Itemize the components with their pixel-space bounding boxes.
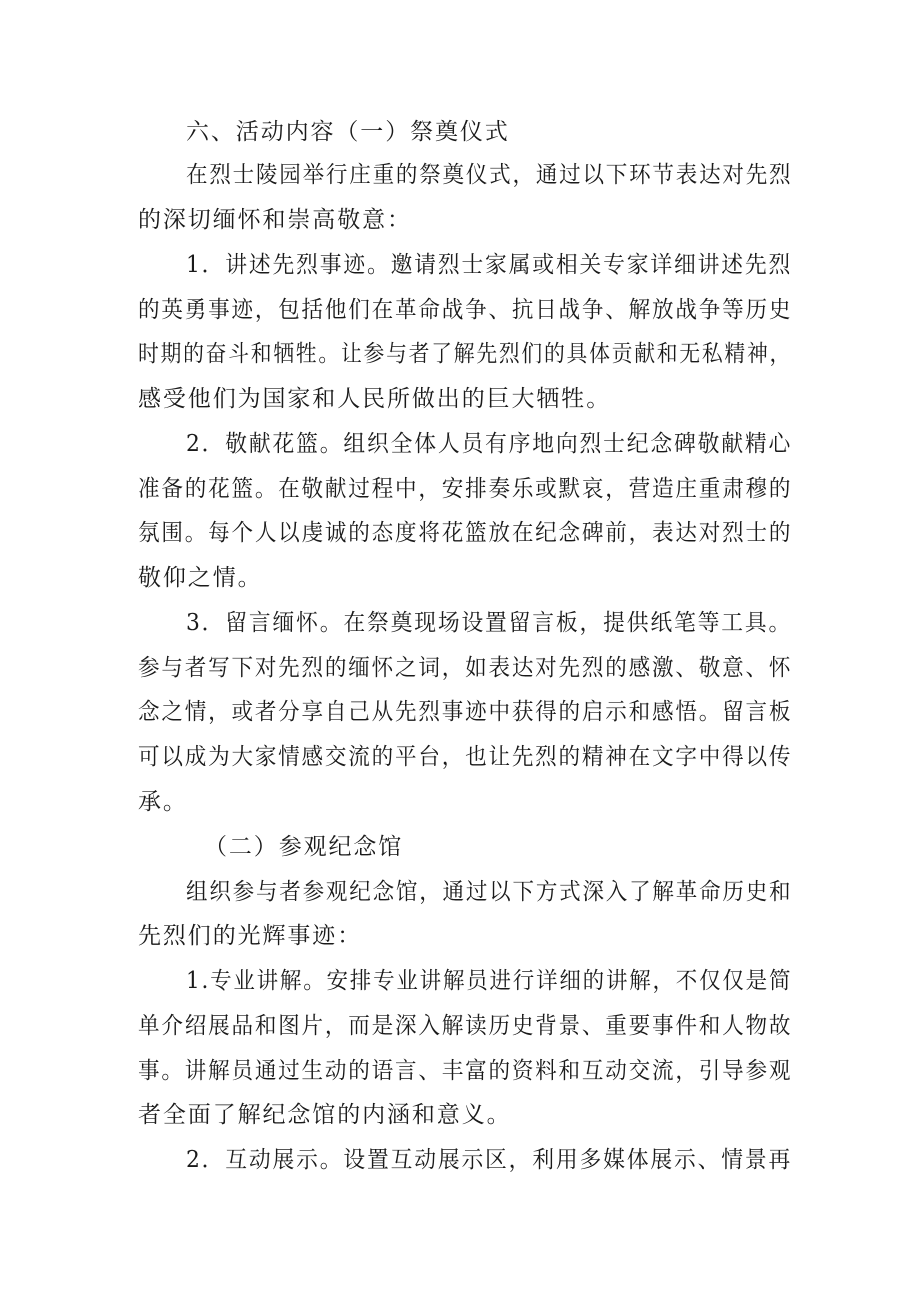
paragraph-line: 在烈士陵园举行庄重的祭奠仪式，通过以下环节表达对先烈	[186, 162, 793, 188]
paragraph-line: 单介绍展品和图片，而是深入解读历史背景、重要事件和人物故	[138, 1013, 793, 1039]
list-item-line: 3．留言缅怀。在祭奠现场设置留言板，提供纸笔等工具。	[186, 610, 793, 636]
list-item-line: 2．互动展示。设置互动展示区，利用多媒体展示、情景再	[186, 1147, 793, 1173]
paragraph-line: 氛围。每个人以虔诚的态度将花篮放在纪念碑前，表达对烈士的	[138, 520, 793, 546]
paragraph-line: 的深切缅怀和崇高敬意：	[138, 207, 412, 233]
paragraph-line: 感受他们为国家和人民所做出的巨大牺牲。	[138, 386, 612, 412]
list-item-line: 1.专业讲解。安排专业讲解员进行详细的讲解，不仅仅是简	[186, 968, 793, 994]
paragraph-line: 敬仰之情。	[138, 565, 263, 591]
paragraph-line: 先烈们的光辉事迹：	[138, 923, 363, 949]
paragraph-line: 承。	[138, 789, 188, 815]
paragraph-line: 准备的花篮。在敬献过程中，安排奏乐或默哀，营造庄重肃穆的	[138, 476, 793, 502]
paragraph-line: 参与者写下对先烈的缅怀之词，如表达对先烈的感激、敬意、怀	[138, 655, 793, 681]
list-item-line: 2．敬献花篮。组织全体人员有序地向烈士纪念碑敬献精心	[186, 431, 793, 457]
section-heading: 六、活动内容（一）祭奠仪式	[186, 119, 510, 145]
paragraph-line: 念之情，或者分享自己从先烈事迹中获得的启示和感悟。留言板	[138, 699, 793, 725]
paragraph-line: 事。讲解员通过生动的语言、丰富的资料和互动交流，引导参观	[138, 1058, 793, 1084]
section-heading: （二）参观纪念馆	[204, 834, 404, 860]
paragraph-line: 组织参与者参观纪念馆，通过以下方式深入了解革命历史和	[186, 879, 793, 905]
paragraph-line: 的英勇事迹，包括他们在革命战争、抗日战争、解放战争等历史	[138, 297, 793, 323]
list-item-line: 1．讲述先烈事迹。邀请烈士家属或相关专家详细讲述先烈	[186, 252, 793, 278]
paragraph-line: 时期的奋斗和牺牲。让参与者了解先烈们的具体贡献和无私精神，	[138, 341, 793, 367]
paragraph-line: 可以成为大家情感交流的平台，也让先烈的精神在文字中得以传	[138, 744, 793, 770]
paragraph-line: 者全面了解纪念馆的内涵和意义。	[138, 1102, 512, 1128]
